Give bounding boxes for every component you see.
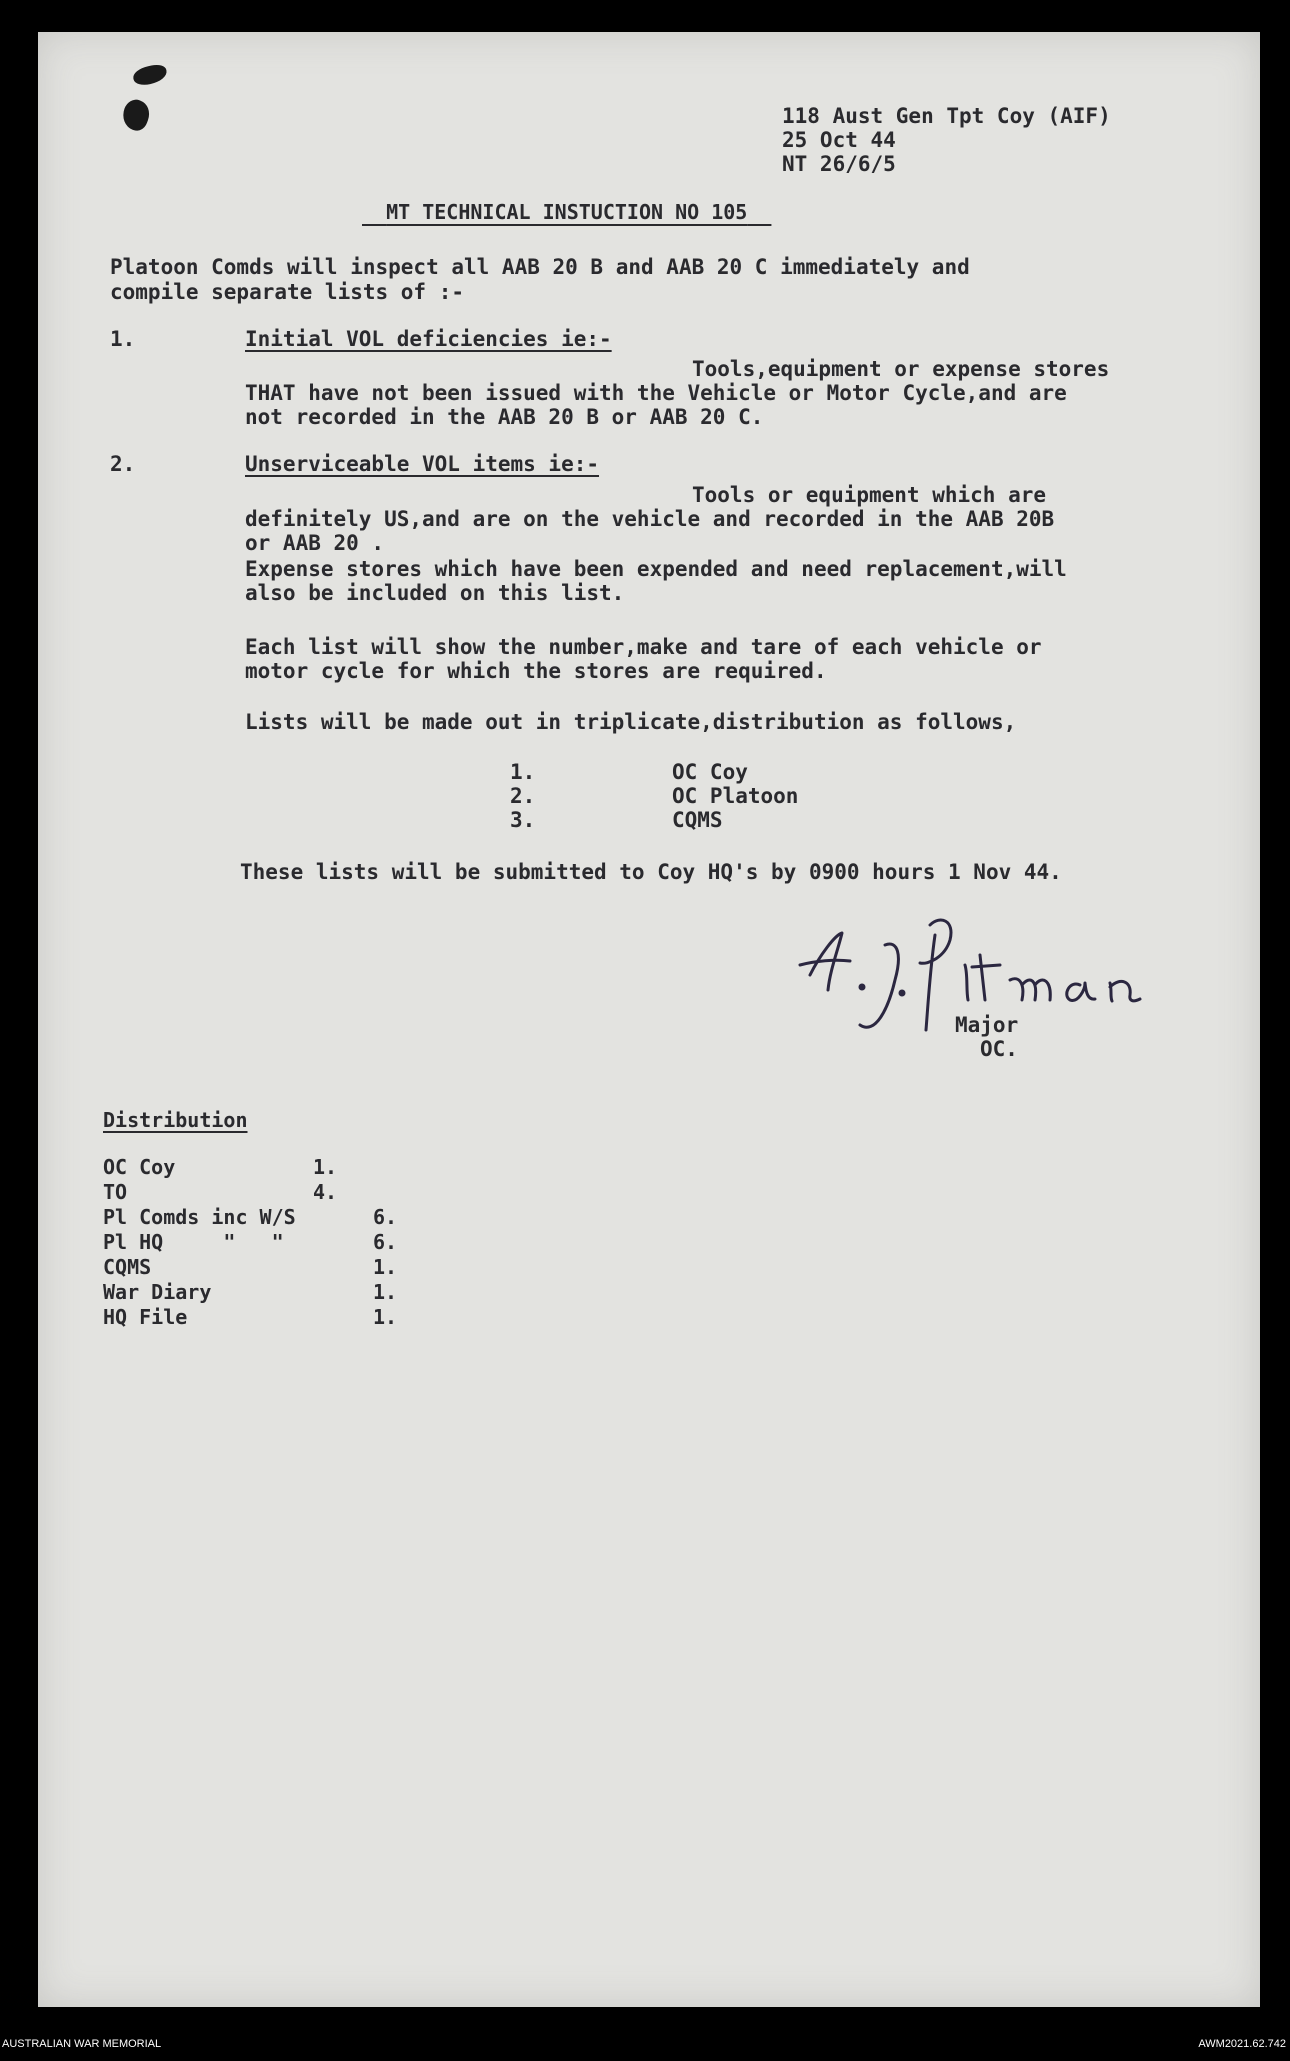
copy-recipient: OC Coy	[672, 760, 748, 784]
list-note-line-2: motor cycle for which the stores are required.	[245, 659, 827, 683]
copy-number: 3.	[510, 808, 536, 832]
footer-accession-number: AWM2021.62.742	[1198, 2038, 1286, 2050]
item-1-heading: Initial VOL deficiencies ie:-	[245, 327, 612, 351]
intro-line-1: Platoon Comds will inspect all AAB 20 B and AAB 20 C immediately and	[110, 255, 970, 279]
document-title-text: MT TECHNICAL INSTUCTION NO 105	[386, 200, 748, 224]
distribution-recipient: OC Coy	[103, 1155, 176, 1179]
distribution-count: 4.	[313, 1180, 338, 1204]
header-unit: 118 Aust Gen Tpt Coy (AIF)	[782, 104, 1111, 128]
item-1-line-2: THAT have not been issued with the Vehicle or Motor Cycle,and are	[245, 381, 1067, 405]
copy-recipient: OC Platoon	[672, 784, 799, 808]
distribution-recipient: Pl Comds inc W/S	[103, 1205, 296, 1229]
footer-institution: AUSTRALIAN WAR MEMORIAL	[2, 2038, 162, 2050]
item-2-heading: Unserviceable VOL items ie:-	[245, 452, 600, 476]
distribution-recipient: CQMS	[103, 1255, 152, 1279]
list-note-line-1: Each list will show the number,make and tare of each vehicle or	[245, 635, 1042, 659]
copy-number: 1.	[510, 760, 536, 784]
item-2-number: 2.	[110, 452, 136, 476]
distribution-recipient: War Diary	[103, 1280, 212, 1304]
distribution-count: 1.	[373, 1305, 398, 1329]
item-1-number: 1.	[110, 327, 136, 351]
distribution-recipient: Pl HQ " "	[103, 1230, 284, 1254]
copy-recipient: CQMS	[672, 808, 723, 832]
document-title	[362, 200, 771, 225]
triplicate-line: Lists will be made out in triplicate,distribution as follows,	[245, 710, 1017, 734]
item-1-line-3: not recorded in the AAB 20 B or AAB 20 C.	[245, 405, 764, 429]
distribution-count: 1.	[373, 1255, 398, 1279]
submit-line: These lists will be submitted to Coy HQ's by 0900 hours 1 Nov 44.	[240, 860, 1062, 884]
header-ref: NT 26/6/5	[782, 152, 896, 176]
header-date: 25 Oct 44	[782, 128, 896, 152]
item-2-line-2: definitely US,and are on the vehicle and recorded in the AAB 20B	[245, 507, 1055, 531]
item-2-line-5: also be included on this list.	[245, 581, 625, 605]
signatory-rank: Major	[955, 1013, 1019, 1037]
distribution-count: 6.	[373, 1230, 398, 1254]
punch-hole-mark	[132, 63, 169, 88]
distribution-count: 6.	[373, 1205, 398, 1229]
distribution-recipient: TO	[103, 1180, 128, 1204]
punch-hole-mark	[119, 96, 154, 133]
distribution-recipient: HQ File	[103, 1305, 188, 1329]
item-1-line-1: Tools,equipment or expense stores	[692, 357, 1110, 381]
distribution-count: 1.	[373, 1280, 398, 1304]
distribution-heading: Distribution	[103, 1108, 248, 1132]
intro-line-2: compile separate lists of :-	[110, 280, 465, 304]
item-2-line-1: Tools or equipment which are	[692, 483, 1047, 507]
item-2-line-4: Expense stores which have been expended and need replacement,will	[245, 557, 1067, 581]
item-2-line-3: or AAB 20 .	[245, 531, 385, 555]
copy-number: 2.	[510, 784, 536, 808]
distribution-count: 1.	[313, 1155, 338, 1179]
signatory-appointment: OC.	[980, 1037, 1018, 1061]
